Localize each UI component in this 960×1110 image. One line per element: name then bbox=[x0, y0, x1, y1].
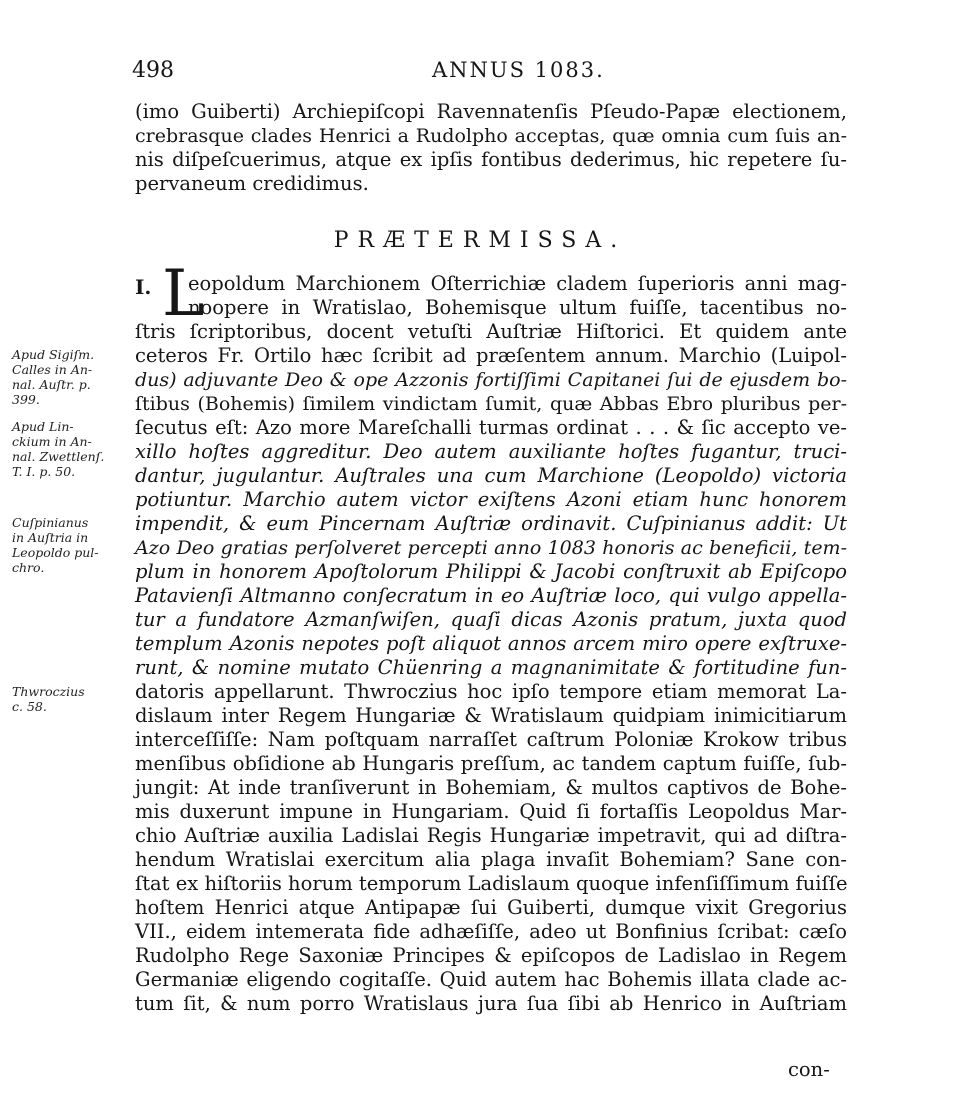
text-line: chio Auſtriæ auxilia Ladislai Regis Hungariæ impetravit, qui ad diſtra- bbox=[135, 824, 847, 847]
text-line: Germaniæ eligendo cogitaſſe. Quid autem hac Bohemis illata clade ac- bbox=[135, 968, 847, 991]
text-line: plum in honorem Apoſtolorum Philippi & Jacobi conſtruxit ab Epiſcopo bbox=[135, 560, 847, 583]
drop-cap: L bbox=[162, 257, 205, 331]
text-line: datoris appellarunt. Thwroczius hoc ipſo tempore etiam memorat La- bbox=[135, 680, 847, 703]
text-line: menſibus obſidione ab Hungaris preſſum, ac tandem captum fuiſſe, ſub- bbox=[135, 752, 847, 775]
text-line: eopoldum Marchionem Oſterrichiæ cladem ſuperioris anni mag- bbox=[188, 272, 847, 295]
text-line: tur a fundatore Azmanſwiſen, quaſi dicas Azonis pratum, juxta quod bbox=[135, 608, 847, 631]
text-line: ſtibus (Bohemis) ſimilem vindictam ſumit, quæ Abbas Ebro pluribus per- bbox=[135, 393, 847, 415]
running-header bbox=[132, 58, 852, 92]
text-line: interceſſiſſe: Nam poſtquam narraſſet caſtrum Poloniæ Krokow tribus bbox=[135, 728, 847, 751]
text-line: xillo hoſtes aggreditur. Deo autem auxiliante hoſtes fugantur, truci- bbox=[135, 440, 847, 463]
margin-note: Thwroczius c. 58. bbox=[12, 684, 85, 714]
text-line: ſecutus eſt: Azo more Mareſchalli turmas ordinat . . . & ſic accepto ve- bbox=[135, 416, 847, 439]
text-line: crebrasque clades Henrici a Rudolpho acceptas, quæ omnia cum ſuis an- bbox=[135, 125, 847, 147]
catchword: con- bbox=[788, 1058, 830, 1081]
text-line: jungit: At inde tranſiverunt in Bohemiam, & multos captivos de Bohe- bbox=[135, 776, 847, 799]
text-line: Rudolpho Rege Saxoniæ Principes & epiſcopos de Ladislao in Regem bbox=[135, 944, 847, 967]
text-line: impendit, & eum Pincernam Auſtriæ ordinavit. Cuſpinianus addit: Ut bbox=[135, 512, 847, 535]
text-line: hoſtem Henrici atque Antipapæ ſui Guiberti, dumque vixit Gregorius bbox=[135, 896, 847, 919]
text-line: ſtat ex hiſtoriis horum temporum Ladislaum quoque infenſiſſimum fuiſſe bbox=[135, 872, 848, 895]
text-line: Patavienſi Altmanno conſecratum in eo Auſtriæ loco, qui vulgo appella- bbox=[135, 584, 847, 607]
text-line: templum Azonis nepotes poſt aliquot annos arcem miro opere exſtruxe- bbox=[135, 632, 847, 655]
running-title: ANNUS 1083. bbox=[432, 58, 605, 82]
text-line: pervaneum credidimus. bbox=[135, 172, 369, 195]
text-line: hendum Wratislai exercitum alia plaga invaſit Bohemiam? Sane con- bbox=[135, 848, 847, 871]
text-line: ceteros Fr. Ortilo hæc ſcribit ad præſentem annum. Marchio (Luipol- bbox=[135, 344, 847, 367]
text-line: dus) adjuvante Deo & ope Azzonis fortiſſimi Capitanei ſui de ejusdem bo- bbox=[135, 369, 847, 391]
page-number: 498 bbox=[132, 58, 174, 83]
text-line: noopere in Wratislao, Bohemisque ultum fuiſſe, tacentibus no- bbox=[188, 296, 847, 319]
text-line: potiuntur. Marchio autem victor exiſtens Azoni etiam hunc honorem bbox=[135, 488, 847, 511]
margin-note: Apud Lin- ckium in An- nal. Zwettlenſ. T. I. p. 50. bbox=[12, 419, 105, 479]
text-line: dislaum inter Regem Hungariæ & Wratislaum quidpiam inimicitiarum bbox=[135, 704, 847, 727]
text-line: Azo Deo gratias perſolveret percepti anno 1083 honoris ac beneficii, tem- bbox=[135, 537, 847, 559]
text-line: VII., eidem intemerata fide adhæſiſſe, adeo ut Bonfinius ſcribat: cæſo bbox=[135, 920, 847, 943]
section-number: I. bbox=[135, 275, 152, 299]
text-line: dantur, jugulantur. Auſtrales una cum Marchione (Leopoldo) victoria bbox=[135, 464, 847, 487]
text-line: runt, & nomine mutato Chüenring a magnanimitate & fortitudine fun- bbox=[135, 656, 847, 679]
margin-note: Cuſpinianus in Auſtria in Leopoldo pul- chro. bbox=[12, 515, 99, 575]
text-line: (imo Guiberti) Archiepiſcopi Ravennatenſis Pſeudo-Papæ electionem, bbox=[135, 100, 847, 123]
section-heading: PRÆTERMISSA. bbox=[333, 228, 627, 253]
text-line: tum ſit, & num porro Wratislaus jura ſua ſibi ab Henrico in Auſtriam bbox=[135, 992, 847, 1015]
margin-note: Apud Sigiſm. Calles in An- nal. Auſtr. p. 399. bbox=[12, 347, 95, 407]
text-line: nis diſpeſcuerimus, atque ex ipſis fontibus dederimus, hic repetere ſu- bbox=[135, 148, 847, 171]
text-line: mis duxerunt impune in Hungariam. Quid ſi fortaſſis Leopoldus Mar- bbox=[135, 800, 847, 823]
text-line: ſtris ſcriptoribus, docent vetuſti Auſtriæ Hiſtorici. Et quidem ante bbox=[135, 320, 847, 343]
